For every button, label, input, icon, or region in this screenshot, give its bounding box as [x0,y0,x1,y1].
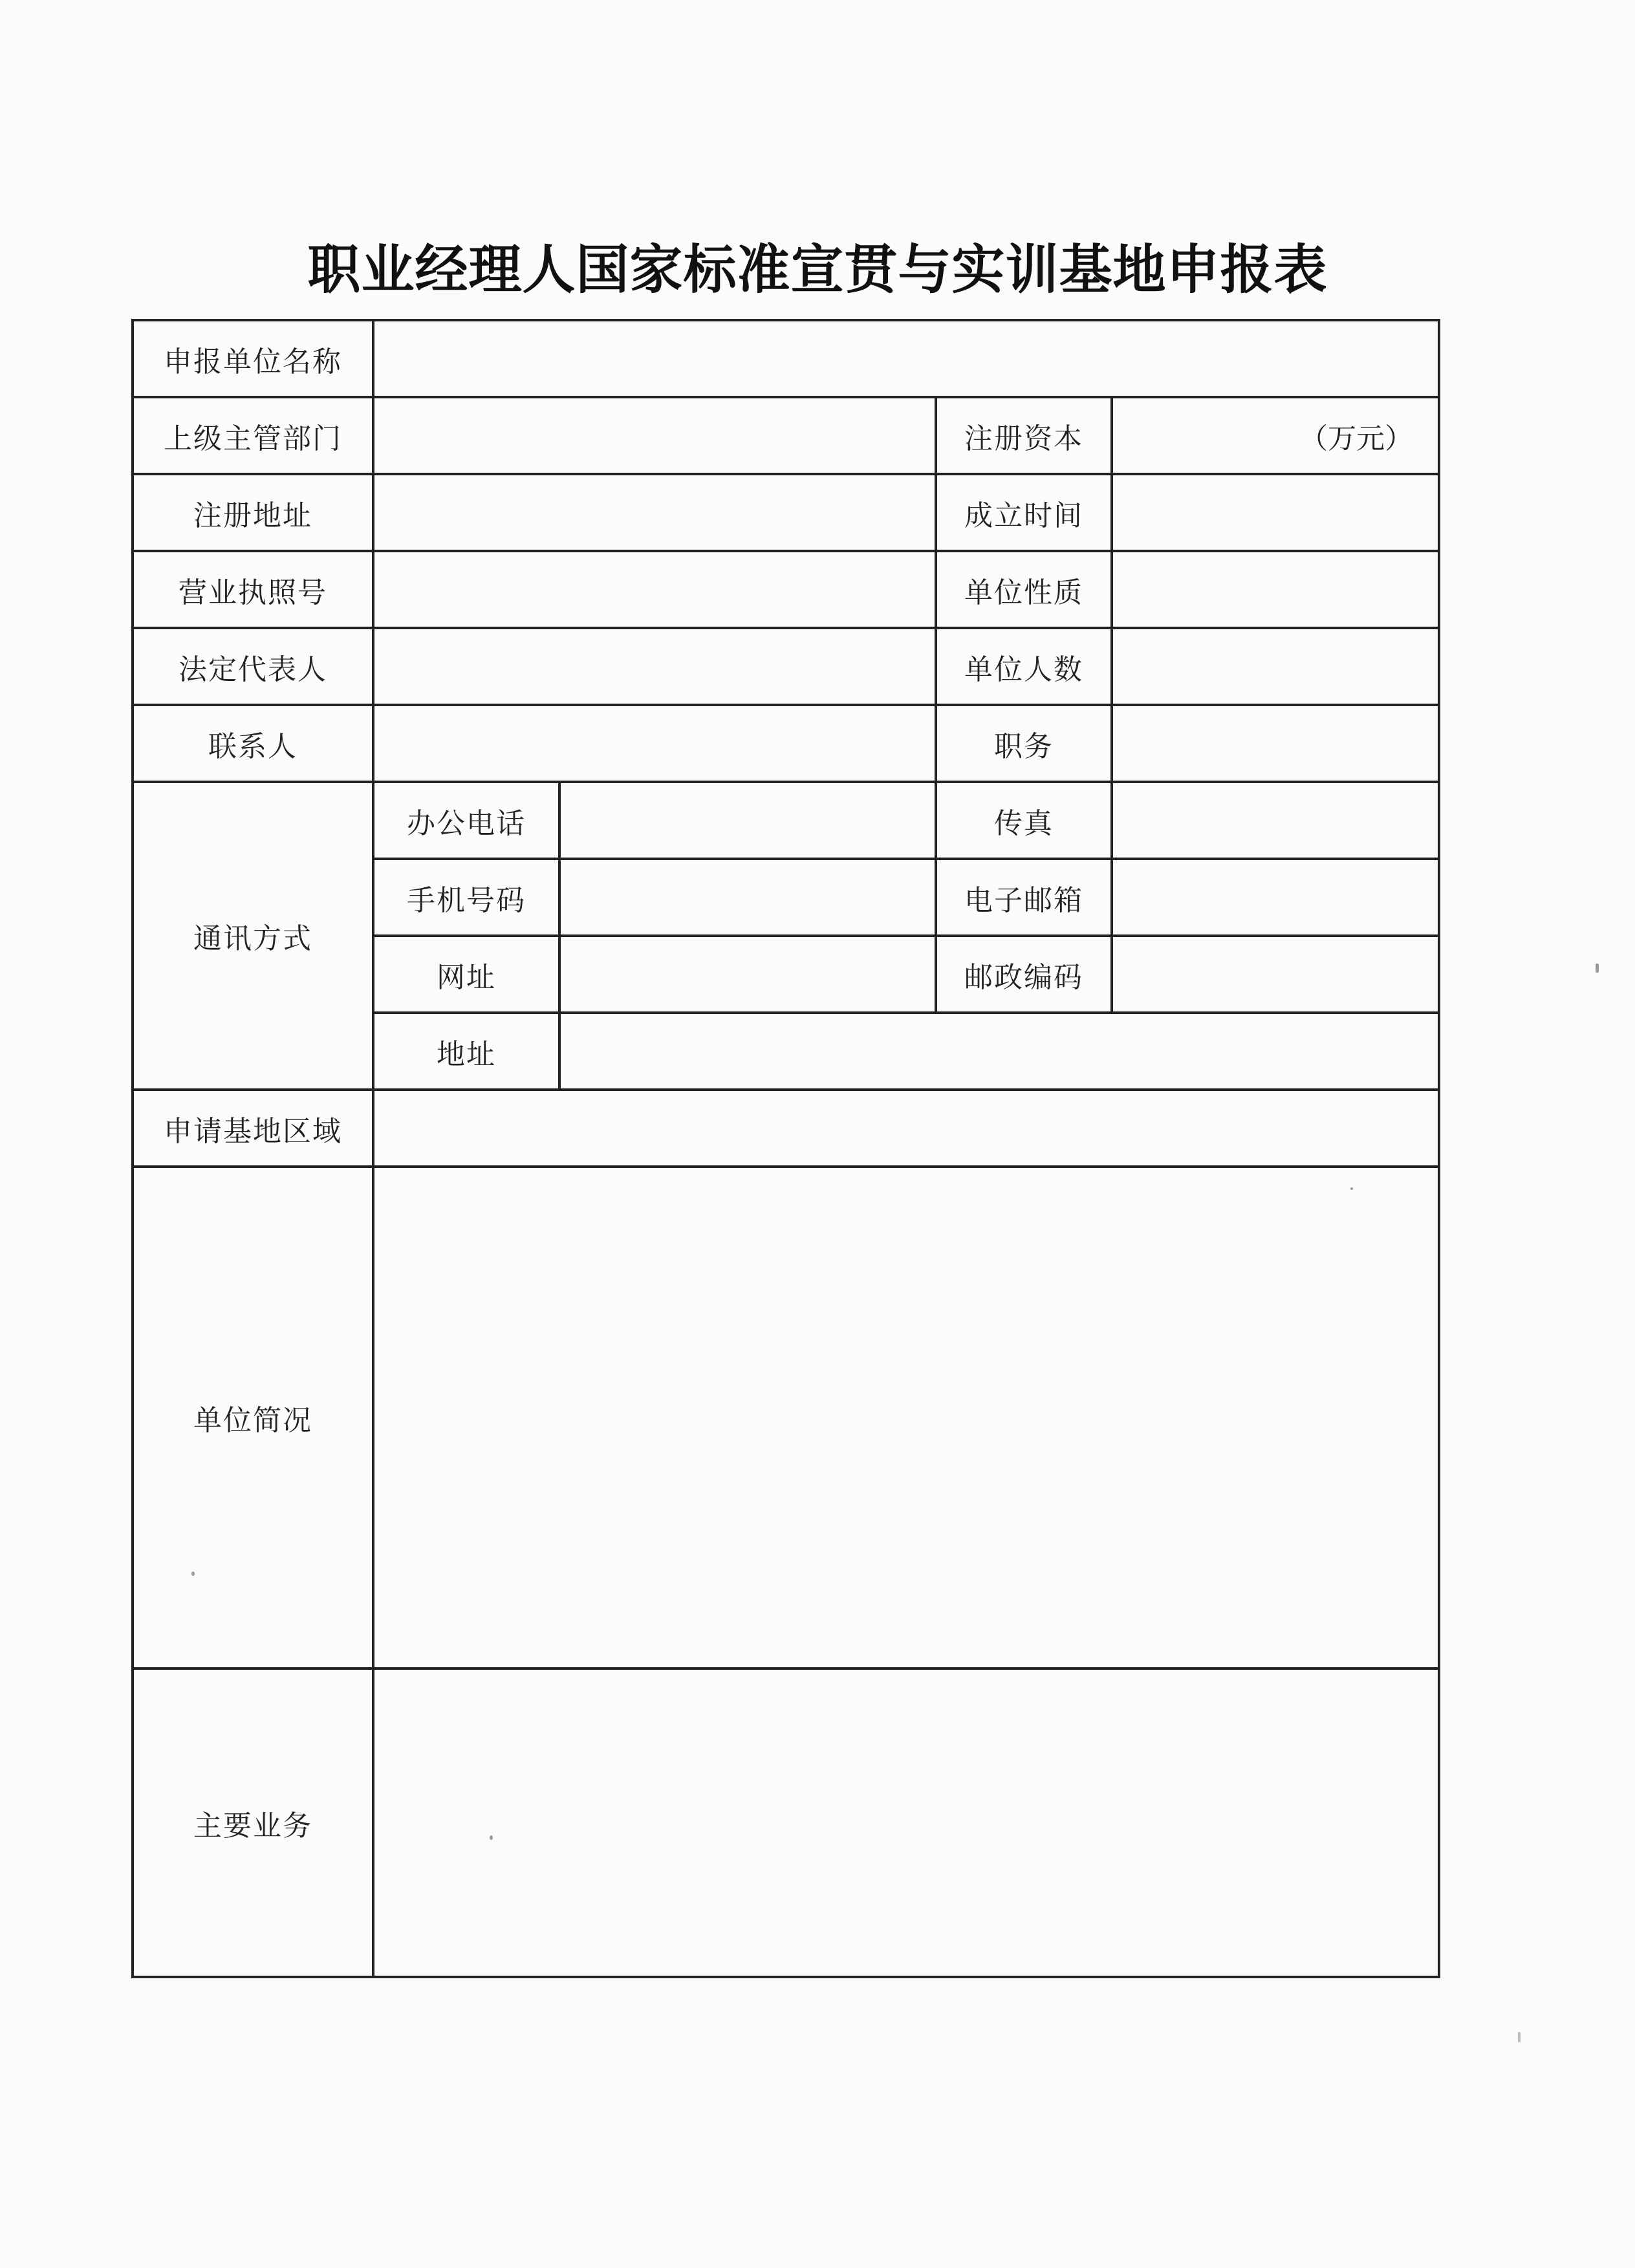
label-address: 地址 [373,1013,559,1090]
capital-unit: （万元） [1299,422,1413,455]
row-business-license [133,551,1439,628]
label-registered-capital: 注册资本 [936,397,1112,474]
label-communication: 通讯方式 [133,782,373,1090]
label-fax: 传真 [936,782,1112,859]
business-license-field[interactable] [373,551,936,628]
label-business-license: 营业执照号 [133,551,373,628]
label-position: 职务 [936,705,1112,782]
row-legal-rep [133,628,1439,705]
label-established-time: 成立时间 [936,474,1112,551]
headcount-field[interactable] [1112,628,1439,705]
scan-speck [1596,964,1599,973]
main-business-field[interactable] [373,1669,1439,1977]
page-title: 职业经理人国家标准宣贯与实训基地申报表 [307,239,1328,301]
row-office-phone [133,782,1439,859]
label-website: 网址 [373,936,559,1013]
label-main-business: 主要业务 [133,1669,373,1977]
row-contact-person [133,705,1439,782]
label-email: 电子邮箱 [936,859,1112,936]
base-region-field[interactable] [373,1090,1439,1167]
applicant-name-field[interactable] [373,320,1439,397]
label-legal-rep: 法定代表人 [133,628,373,705]
row-superior-dept [133,397,1439,474]
label-superior-dept: 上级主管部门 [133,397,373,474]
scan-speck [1350,1187,1353,1190]
postal-code-field[interactable] [1112,936,1439,1013]
scan-speck [490,1835,493,1840]
label-unit-overview: 单位简况 [133,1167,373,1669]
registered-address-field[interactable] [373,474,936,551]
row-main-business [133,1669,1439,1977]
unit-overview-field[interactable] [373,1167,1439,1669]
scan-speck [1518,2032,1521,2042]
label-unit-nature: 单位性质 [936,551,1112,628]
label-postal-code: 邮政编码 [936,936,1112,1013]
label-applicant-name: 申报单位名称 [133,320,373,397]
registered-capital-field[interactable] [1112,397,1439,474]
contact-person-field[interactable] [373,705,936,782]
label-mobile: 手机号码 [373,859,559,936]
established-time-field[interactable] [1112,474,1439,551]
mobile-field[interactable] [559,859,936,936]
label-office-phone: 办公电话 [373,782,559,859]
label-contact-person: 联系人 [133,705,373,782]
unit-nature-field[interactable] [1112,551,1439,628]
application-form-table [131,319,1440,1978]
website-field[interactable] [559,936,936,1013]
superior-dept-field[interactable] [373,397,936,474]
fax-field[interactable] [1112,782,1439,859]
label-registered-address: 注册地址 [133,474,373,551]
row-unit-overview [133,1167,1439,1669]
address-field[interactable] [559,1013,1439,1090]
email-field[interactable] [1112,859,1439,936]
row-base-region [133,1090,1439,1167]
office-phone-field[interactable] [559,782,936,859]
row-registered-address [133,474,1439,551]
label-base-region: 申请基地区域 [133,1090,373,1167]
row-applicant-name [133,320,1439,397]
legal-rep-field[interactable] [373,628,936,705]
label-headcount: 单位人数 [936,628,1112,705]
position-field[interactable] [1112,705,1439,782]
scan-speck [191,1571,195,1576]
